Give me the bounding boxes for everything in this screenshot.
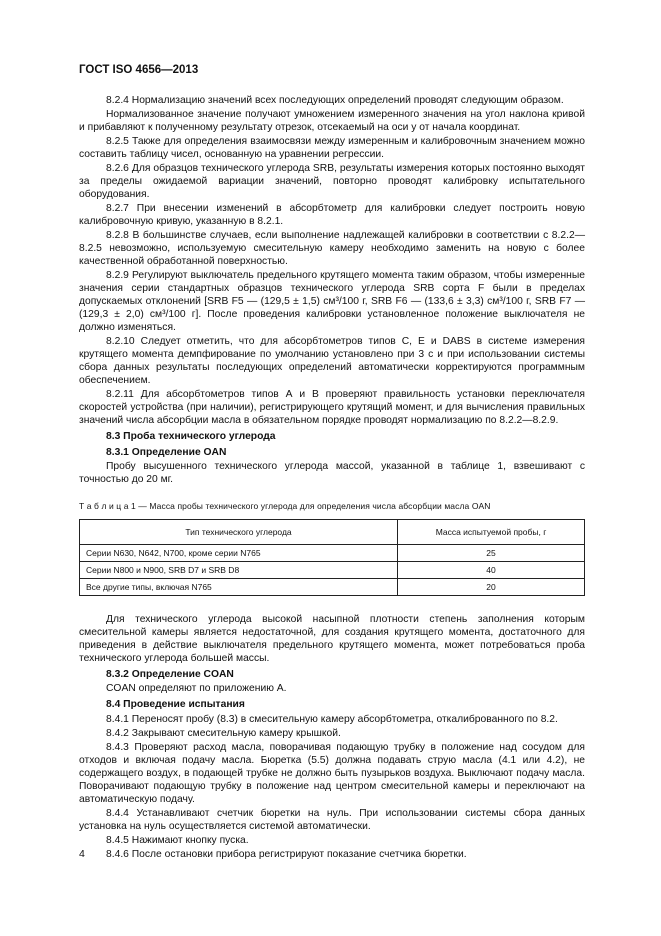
paragraph-8-4-2: 8.4.2 Закрывают смесительную камеру крышкой. [106, 728, 341, 739]
paragraph-8-2-5: 8.2.5 Также для определения взаимосвязи между измеренным и калибровочным значением можно составить таблицу чисел, основанную на уравнении регрессии. [79, 136, 585, 160]
paragraph-8-4-6: 8.4.6 После остановки прибора регистрируют показание счетчика бюретки. [106, 849, 467, 860]
sample-mass-table [79, 519, 585, 596]
paragraph-8-4-5: 8.4.5 Нажимают кнопку пуска. [106, 835, 249, 846]
column-header-mass: Масса испытуемой пробы, г [398, 520, 585, 545]
column-header-type: Тип технического углерода [80, 520, 398, 545]
table-caption: Т а б л и ц а 1 — Масса пробы технического углерода для определения числа абсорбции масла OAN [79, 501, 491, 511]
paragraph-8-2-6: 8.2.6 Для образцов технического углерода SRB, результаты измерения которых постоянно выходят за пределы ожидаемой вариации значений, повторно проводят калибровку испытательного оборудования. [79, 163, 585, 200]
table-header-row [80, 520, 585, 545]
cell-mass: 20 [398, 579, 585, 596]
cell-type: Все другие типы, включая N765 [80, 579, 398, 596]
page-body [79, 94, 585, 862]
heading-8-3-2: 8.3.2 Определение COAN [106, 669, 234, 680]
paragraph-8-2-7: 8.2.7 При внесении изменений в абсорбтометр для калибровки следует построить новую калибровочную кривую, указанную в 8.2.1. [79, 203, 585, 227]
table-row [80, 562, 585, 579]
paragraph-8-4-3: 8.4.3 Проверяют расход масла, поворачивая подающую трубку в положение над сосудом для отходов и включая подачу масла. Бюретка (5.5) должна подавать струю масла (4.1 или 4.2), не содержащего воздух, в подающей трубке не должно быть пузырьков воздуха. Выключают подачу масла. Поворачивают подающую трубку в положение над центром смесительной камеры и переключают на автоматическую подачу. [79, 742, 585, 805]
paragraph-8-4-1: 8.4.1 Переносят пробу (8.3) в смесительную камеру абсорбтометра, откалиброванного по 8.2. [106, 714, 558, 725]
paragraph-high-density: Для технического углерода высокой насыпной плотности степень заполнения которым смесительной камеры является недостаточной, для создания крутящего момента, достаточного для приведения в действие выключателя предельного крутящего момента, может потребоваться проба технического углерода большей массы. [79, 614, 585, 664]
heading-8-3: 8.3 Проба технического углерода [106, 431, 276, 442]
paragraph-8-4-4: 8.4.4 Устанавливают счетчик бюретки на нуль. При использовании системы сбора данных установка на нуль осуществляется системой автоматически. [79, 808, 585, 832]
paragraph-8-2-10: 8.2.10 Следует отметить, что для абсорбтометров типов С, Е и DABS в системе измерения крутящего момента демпфирование по умолчанию установлено при 3 с и при использовании системы сбора данных результаты последующих определений автоматически корректируются программным обеспечением. [79, 336, 585, 386]
cell-mass: 25 [398, 545, 585, 562]
paragraph-normalization: Нормализованное значение получают умножением измеренного значения на угол наклона кривой и прибавляют к полученному результату отрезок, отсекаемый на оси y от начала координат. [79, 109, 585, 133]
paragraph-8-3-1: Пробу высушенного технического углерода массой, указанной в таблице 1, взвешивают с точностью до 20 мг. [79, 461, 585, 485]
heading-8-3-1: 8.3.1 Определение OAN [106, 447, 227, 458]
cell-type: Серии N630, N642, N700, кроме серии N765 [80, 545, 398, 562]
paragraph-8-3-2: COAN определяют по приложению А. [106, 683, 287, 694]
paragraph-8-2-11: 8.2.11 Для абсорбтометров типов А и В проверяют правильность установки переключателя скоростей устройства (при наличии), регистрирующего крутящий момент, и для вычисления правильных значений числа абсорбции масла в обязательном порядке проводят нормализацию по 8.2.2—8.2.9. [79, 389, 585, 426]
cell-mass: 40 [398, 562, 585, 579]
table-row [80, 579, 585, 596]
paragraph-8-2-8: 8.2.8 В большинстве случаев, если выполнение надлежащей калибровки в соответствии с 8.2.2—8.2.5 невозможно, используемую смесительную камеру необходимо заменить на новую с более качественной обработанной поверхностью. [79, 230, 585, 267]
table-row [80, 545, 585, 562]
heading-8-4: 8.4 Проведение испытания [106, 699, 245, 710]
paragraph-8-2-4: 8.2.4 Нормализацию значений всех последующих определений проводят следующим образом. [106, 95, 564, 106]
paragraph-8-2-9: 8.2.9 Регулируют выключатель предельного крутящего момента таким образом, чтобы измеренные значения серии стандартных образцов технического углерода SRB сорта F были в пределах допускаемых отклонений [SRB F5 — (129,5 ± 1,5) см³/100 г, SRB F6 — (133,6 ± 3,3) см³/100 г, SRB F7 — (129,3 ± 2,0) см³/100 г]. После проведения калибровки установленное положение выключателя не должно изменяться. [79, 270, 585, 333]
cell-type: Серии N800 и N900, SRB D7 и SRB D8 [80, 562, 398, 579]
page-number: 4 [79, 848, 85, 860]
document-header: ГОСТ ISO 4656—2013 [79, 64, 199, 76]
